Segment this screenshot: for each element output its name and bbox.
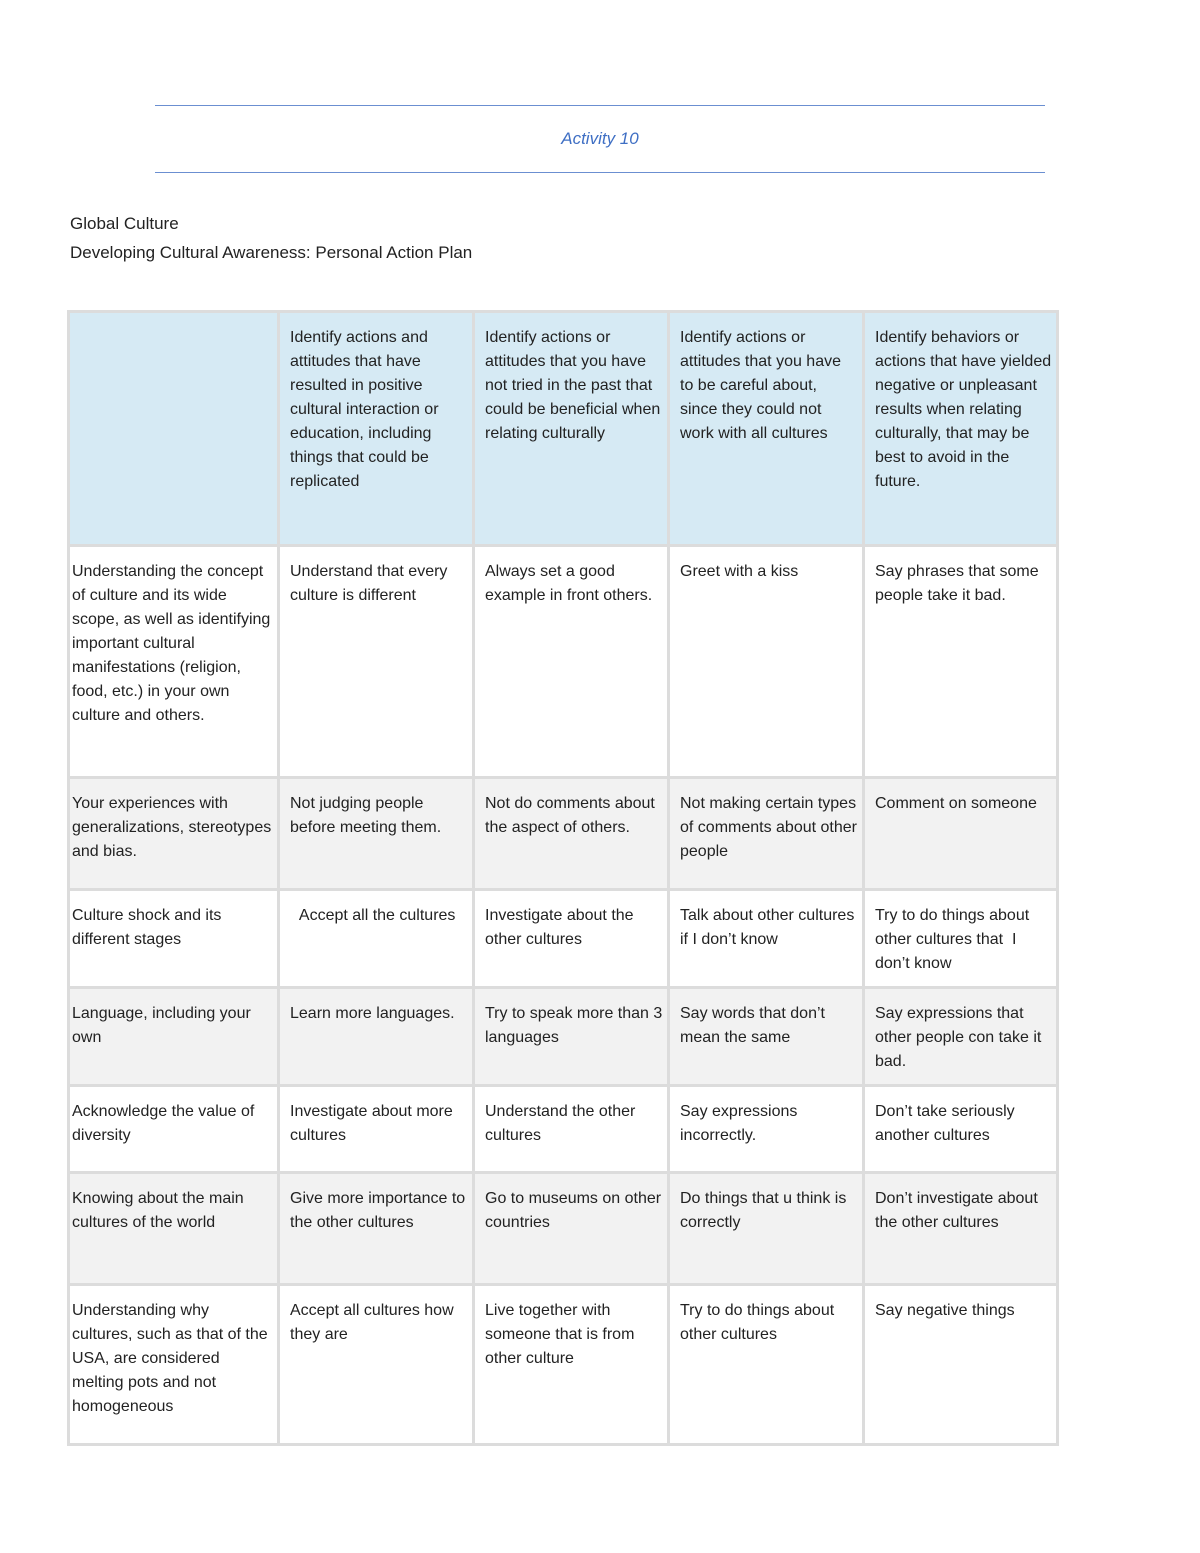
cell-text: Comment on someone	[875, 795, 1037, 812]
row-topic	[69, 778, 279, 890]
cell-text: Say words that don’t mean the same	[680, 1005, 830, 1046]
header-top-rule	[155, 105, 1045, 106]
cell-text: Not do comments about the aspect of others.	[485, 795, 660, 836]
table-cell	[864, 890, 1058, 988]
table-cell	[669, 1173, 864, 1285]
table-header-row	[69, 312, 1058, 546]
header-cell-positive	[279, 312, 474, 546]
header-cell-empty	[69, 312, 279, 546]
document-title: Developing Cultural Awareness: Personal Action Plan	[70, 243, 473, 262]
table-cell	[864, 988, 1058, 1086]
table-cell	[279, 890, 474, 988]
table-cell	[279, 546, 474, 778]
topic-text: Acknowledge the value of diversity	[72, 1103, 259, 1144]
table-cell	[669, 1285, 864, 1445]
row-topic	[69, 546, 279, 778]
cell-text: Live together with someone that is from other culture	[485, 1302, 639, 1367]
action-plan-table	[67, 310, 1059, 1446]
cell-text: Learn more languages.	[290, 1005, 455, 1022]
table-row	[69, 1285, 1058, 1445]
cell-text: Say phrases that some people take it bad.	[875, 563, 1044, 604]
cell-text: Try to speak more than 3 languages	[485, 1005, 667, 1046]
header-label: Identify actions and attitudes that have resulted in positive cultural interaction or education, including things that could be replicated	[290, 329, 443, 490]
table-cell	[474, 1086, 669, 1173]
table-cell	[474, 778, 669, 890]
header-cell-untried	[474, 312, 669, 546]
table-cell	[864, 546, 1058, 778]
cell-text: Understand the other cultures	[485, 1103, 640, 1144]
table-cell	[669, 890, 864, 988]
topic-text: Understanding the concept of culture and its wide scope, as well as identifying important cultural manifestations (religion, food, etc.) in your own culture and others.	[72, 563, 275, 724]
topic-text: Culture shock and its different stages	[72, 907, 226, 948]
table-cell	[669, 1086, 864, 1173]
cell-text: Go to museums on other countries	[485, 1190, 666, 1231]
activity-title: Activity 10	[561, 129, 639, 148]
header-label: Identify behaviors or actions that have yielded negative or unpleasant results when relating culturally, that may be best to avoid in the future.	[875, 329, 1056, 490]
topic-text: Knowing about the main cultures of the world	[72, 1190, 249, 1231]
topic-text: Language, including your own	[72, 1005, 256, 1046]
table-cell	[474, 988, 669, 1086]
table-cell	[864, 778, 1058, 890]
cell-text: Investigate about the other cultures	[485, 907, 639, 948]
cell-text: Don’t investigate about the other cultures	[875, 1190, 1043, 1231]
cell-text: Understand that every culture is different	[290, 563, 452, 604]
table-row	[69, 1086, 1058, 1173]
table-cell	[279, 1086, 474, 1173]
cell-text: Always set a good example in front others.	[485, 563, 653, 604]
table-cell	[474, 890, 669, 988]
cell-text: Do things that u think is correctly	[680, 1190, 851, 1231]
table-row	[69, 546, 1058, 778]
row-topic	[69, 988, 279, 1086]
row-topic	[69, 1285, 279, 1445]
header-cell-careful	[669, 312, 864, 546]
table-cell	[279, 1285, 474, 1445]
table-cell	[864, 1086, 1058, 1173]
table-cell	[474, 1285, 669, 1445]
table-cell	[474, 1173, 669, 1285]
cell-text: Greet with a kiss	[680, 563, 799, 580]
subject-heading: Global Culture	[70, 214, 179, 233]
table-cell	[279, 1173, 474, 1285]
header-label: Identify actions or attitudes that you have not tried in the past that could be beneficial when relating culturally	[485, 329, 665, 442]
table-cell	[669, 546, 864, 778]
header-label: Identify actions or attitudes that you have to be careful about, since they could not work with all cultures	[680, 329, 846, 442]
row-topic	[69, 890, 279, 988]
table-cell	[474, 546, 669, 778]
cell-text: Not making certain types of comments about other people	[680, 795, 862, 860]
cell-text: Accept all the cultures	[290, 907, 456, 924]
cell-text: Try to do things about other cultures that I don’t know	[875, 907, 1034, 972]
table-row	[69, 778, 1058, 890]
cell-text: Accept all cultures how they are	[290, 1302, 459, 1343]
cell-text: Try to do things about other cultures	[680, 1302, 839, 1343]
table-cell	[864, 1285, 1058, 1445]
header-bottom-rule	[155, 172, 1045, 173]
table-row	[69, 1173, 1058, 1285]
topic-text: Understanding why cultures, such as that of the USA, are considered melting pots and not homogeneous	[72, 1302, 273, 1415]
table-cell	[279, 778, 474, 890]
table-row	[69, 890, 1058, 988]
table-row	[69, 988, 1058, 1086]
topic-text: Your experiences with generalizations, stereotypes and bias.	[72, 795, 276, 860]
cell-text: Say expressions incorrectly.	[680, 1103, 802, 1144]
cell-text: Not judging people before meeting them.	[290, 795, 442, 836]
table-cell	[669, 988, 864, 1086]
cell-text: Talk about other cultures if I don’t know	[680, 907, 859, 948]
header-cell-negative	[864, 312, 1058, 546]
row-topic	[69, 1086, 279, 1173]
cell-text: Don’t take seriously another cultures	[875, 1103, 1020, 1144]
cell-text: Give more importance to the other cultures	[290, 1190, 470, 1231]
row-topic	[69, 1173, 279, 1285]
table-cell	[864, 1173, 1058, 1285]
cell-text: Say expressions that other people con take it bad.	[875, 1005, 1046, 1070]
cell-text: Say negative things	[875, 1302, 1015, 1319]
table-cell	[279, 988, 474, 1086]
table-cell	[669, 778, 864, 890]
cell-text: Investigate about more cultures	[290, 1103, 458, 1144]
